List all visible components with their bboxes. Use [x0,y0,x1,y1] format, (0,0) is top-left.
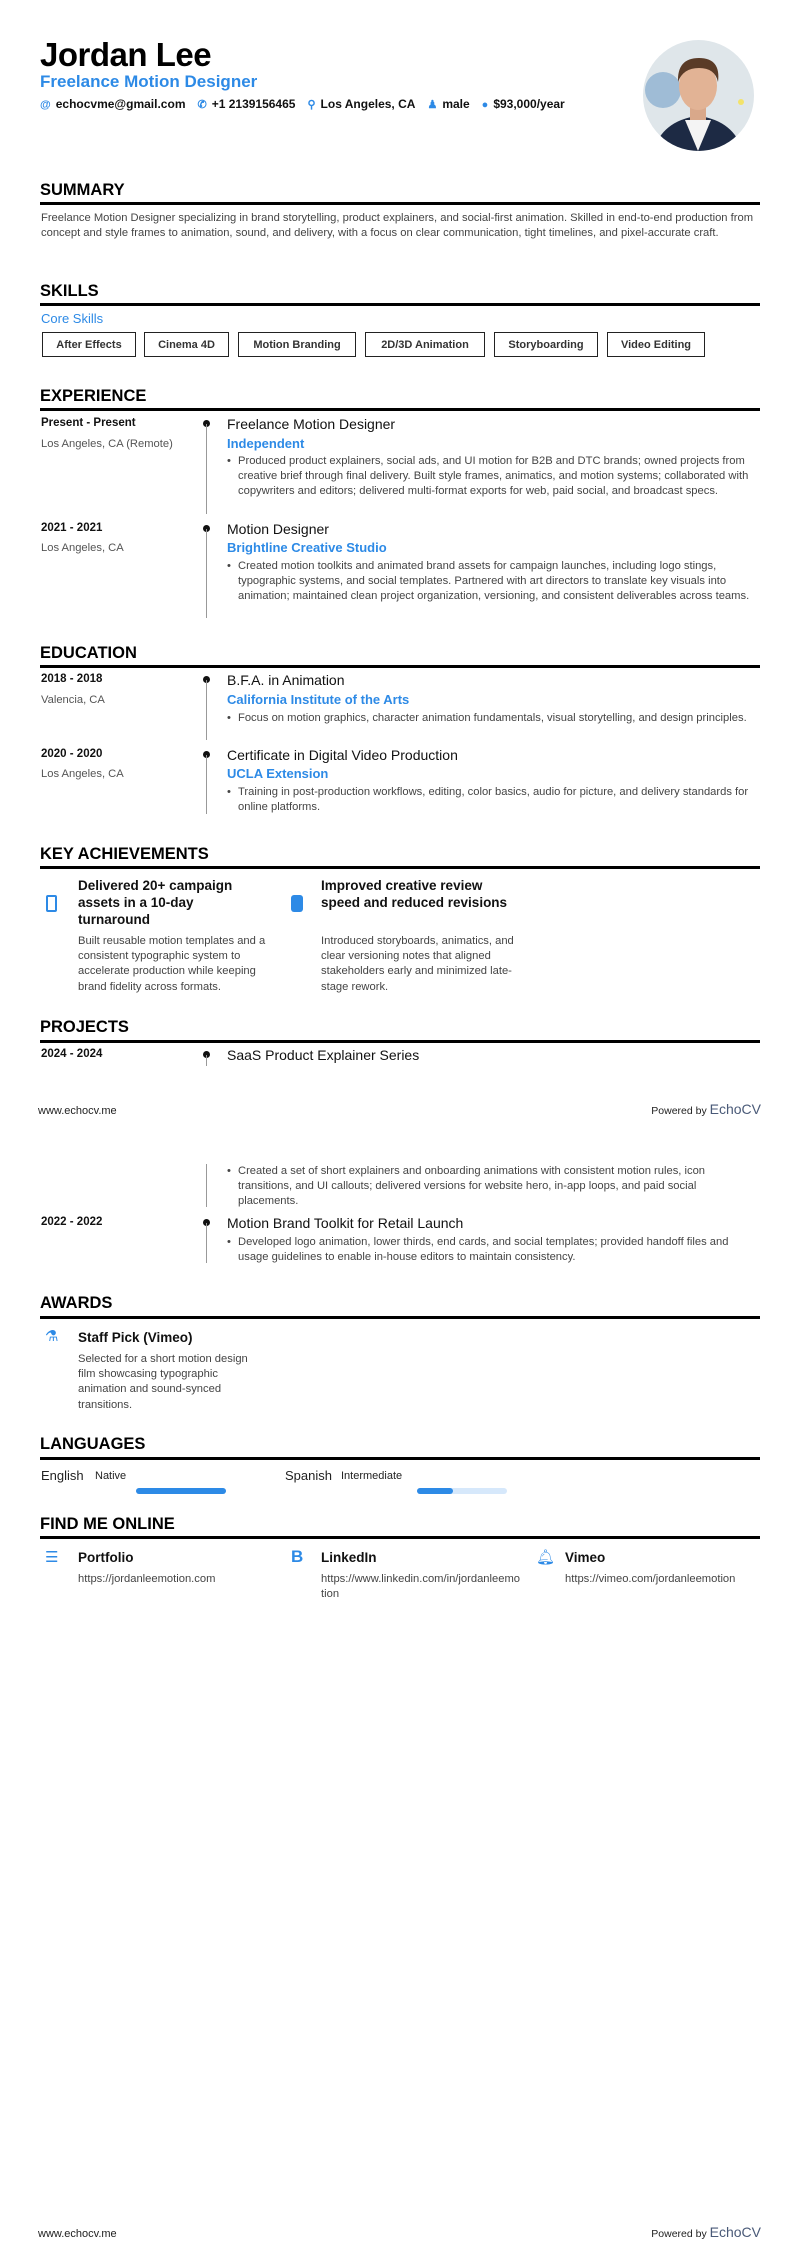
entry-location: Los Angeles, CA [41,768,124,780]
entry-title: Freelance Motion Designer [227,416,396,432]
section-divider [40,1536,760,1539]
timeline-line [206,1164,207,1207]
link-url[interactable]: https://jordanleemotion.com [78,1573,216,1585]
person-icon: ♟ [427,99,438,111]
skill-chip: After Effects [42,332,136,357]
language-proficiency-fill [136,1488,226,1494]
job-title: Freelance Motion Designer [40,72,258,91]
salary-icon: ● [481,99,489,111]
experience-heading: EXPERIENCE [40,387,147,405]
education-heading: EDUCATION [40,644,137,662]
section-divider [40,303,760,306]
gender-text: male [442,97,470,111]
entry-location: Los Angeles, CA (Remote) [41,438,173,450]
link-label: LinkedIn [321,1550,377,1565]
section-divider [40,408,760,411]
section-divider [40,1457,760,1460]
phone-text: +1 2139156465 [211,97,296,111]
clipboard-icon [291,895,303,912]
entry-title: Motion Designer [227,521,329,537]
powered-by-text: Powered by [651,1105,707,1117]
achievements-heading: KEY ACHIEVEMENTS [40,845,209,863]
link-url[interactable]: https://vimeo.com/jordanleemotion [565,1573,736,1585]
entry-dates: 2024 - 2024 [41,1048,103,1060]
entry-location: Los Angeles, CA [41,542,124,554]
link-url[interactable]: https://www.linkedin.com/in/jordanleemotion [321,1573,520,1601]
entry-organization: UCLA Extension [227,766,329,781]
summary-text: Freelance Motion Designer specializing in brand storytelling, product explainers, and social-first animation. Skilled in end-to-end production from concept and style frames to animation, sound, and delivery, with a focus on clear communication, tight timelines, and pixel-accurate craft. [41,212,754,240]
contact-email[interactable] [40,97,185,111]
entry-title: Motion Brand Toolkit for Retail Launch [227,1215,464,1231]
entry-bullet: • Training in post-production workflows, editing, color basics, audio for picture, and delivery standards for online platforms. [238,785,758,815]
language-proficiency-fill [417,1488,453,1494]
language-proficiency-bar [136,1488,226,1494]
contact-phone[interactable] [197,97,295,111]
brand-logo: EchoCV [709,2224,761,2240]
profile-photo [643,40,754,151]
entry-bullet: • Focus on motion graphics, character animation fundamentals, visual storytelling, and design principles. [238,711,758,726]
entry-organization: Brightline Creative Studio [227,540,387,555]
brand-logo: EchoCV [709,1101,761,1117]
language-proficiency-bar [417,1488,507,1494]
achievement-description: Built reusable motion templates and a consistent typographic system to accelerate production while keeping brand fidelity across formats. [78,935,266,993]
mobile-icon [46,895,57,912]
language-level: Intermediate [341,1470,403,1482]
timeline-line [206,424,207,514]
entry-organization: California Institute of the Arts [227,692,410,707]
skill-chip: Motion Branding [238,332,356,357]
projects-heading: PROJECTS [40,1018,129,1036]
entry-dates: 2021 - 2021 [41,522,103,534]
powered-by-text: Powered by [651,2228,707,2240]
email-text: echocvme@gmail.com [55,97,186,111]
entry-bullet: • Developed logo animation, lower thirds, end cards, and social templates; provided handoff files and usage guidelines to enable in-house editors to maintain consistency. [238,1235,758,1265]
section-divider [40,866,760,869]
bell-icon: 🔔︎ [536,1549,556,1566]
languages-heading: LANGUAGES [40,1435,146,1453]
contact-row [40,97,565,111]
achievement-title: Improved creative review speed and reduced revisions [321,878,508,910]
section-divider [40,202,760,205]
language-name: English [41,1468,84,1483]
skill-chip: Video Editing [607,332,705,357]
skill-group-label: Core Skills [41,311,104,326]
section-divider [40,1040,760,1043]
summary-heading: SUMMARY [40,181,125,199]
award-description: Selected for a short motion design film showcasing typographic animation and sound-synced transitions. [78,1353,248,1411]
contact-salary [482,97,565,111]
section-divider [40,665,760,668]
entry-location: Valencia, CA [41,694,105,706]
achievement-title: Delivered 20+ campaign assets in a 10-day turnaround [78,878,233,927]
at-icon: @ [40,99,51,111]
footer-site-link[interactable]: www.echocv.me [38,2228,117,2240]
timeline-line [206,1055,207,1066]
award-title: Staff Pick (Vimeo) [78,1330,193,1345]
location-text: Los Angeles, CA [320,97,416,111]
entry-dates: 2022 - 2022 [41,1216,103,1228]
b-letter-icon: B [291,1547,304,1566]
flask-icon: ⚗ [45,1328,59,1345]
entry-bullet: • Created a set of short explainers and onboarding animations with consistent motion rules, icon transitions, and UI callouts; delivered versions for website hero, in-app loops, and paid social placements. [238,1164,758,1210]
entry-bullet: • Created motion toolkits and animated brand assets for campaign launches, including logo stings, typographic systems, and social templates. Partnered with art directors to translate key visuals into animation; maintained clean project organization, versioning, and consistent deliverables across teams. [238,559,758,605]
awards-heading: AWARDS [40,1294,113,1312]
entry-bullet: • Produced product explainers, social ads, and UI motion for B2B and DTC brands; owned projects from creative brief through final delivery. Built style frames, animatics, and motion systems; collaborated with copywriters and editors; delivered multi-format exports for web, paid social, and broadcast specs. [238,454,758,500]
entry-title: Certificate in Digital Video Production [227,747,458,763]
contact-gender [427,97,469,111]
achievement-description: Introduced storyboards, animatics, and clear versioning notes that aligned stakeholders early and minimized late-stage rework. [321,935,514,993]
language-level: Native [95,1470,127,1482]
powered-by[interactable] [651,2224,761,2240]
language-name: Spanish [285,1468,332,1483]
timeline-line [206,529,207,618]
skills-heading: SKILLS [40,282,99,300]
entry-organization: Independent [227,436,305,451]
phone-icon: ✆ [197,99,207,111]
location-pin-icon: ⚲ [307,99,316,111]
entry-dates: Present - Present [41,417,136,429]
candidate-name: Jordan Lee [40,36,212,73]
skill-chip: 2D/3D Animation [365,332,485,357]
entry-title: B.F.A. in Animation [227,672,345,688]
timeline-line [206,1223,207,1263]
entry-title: SaaS Product Explainer Series [227,1047,420,1063]
skill-chip: Cinema 4D [144,332,229,357]
timeline-line [206,755,207,814]
contact-location [307,97,415,111]
entry-dates: 2018 - 2018 [41,673,103,685]
timeline-line [206,680,207,740]
online-heading: FIND ME ONLINE [40,1515,175,1533]
link-label: Portfolio [78,1550,134,1565]
menu-icon: ☰ [45,1549,59,1566]
section-divider [40,1316,760,1319]
footer-site-link[interactable]: www.echocv.me [38,1105,117,1117]
link-label: Vimeo [565,1550,606,1565]
powered-by[interactable] [651,1101,761,1117]
entry-dates: 2020 - 2020 [41,748,103,760]
skill-chip: Storyboarding [494,332,598,357]
salary-text: $93,000/year [493,97,565,111]
